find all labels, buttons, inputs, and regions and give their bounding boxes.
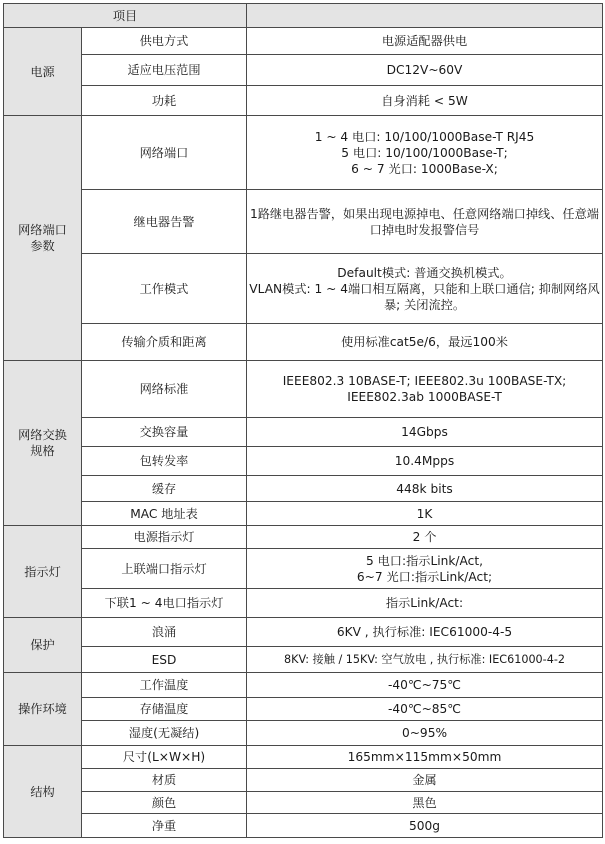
table-row	[4, 526, 603, 549]
table-row	[4, 589, 603, 618]
category-ports	[4, 116, 82, 361]
table-row	[4, 324, 603, 361]
category-line: 网络端口	[18, 223, 67, 237]
table-row	[4, 418, 603, 447]
row-label: 净重	[82, 814, 247, 838]
table-row	[4, 769, 603, 792]
category-line: 网络交换	[18, 428, 67, 442]
category-switching	[4, 361, 82, 526]
table-row	[4, 549, 603, 589]
row-value: 电源适配器供电	[247, 28, 603, 55]
table-row	[4, 254, 603, 324]
value-line: 6 ~ 7 光口: 1000Base-X;	[351, 161, 498, 176]
table-row	[4, 698, 603, 721]
row-label: 尺寸(L×W×H)	[82, 746, 247, 769]
table-row	[4, 361, 603, 418]
row-value: 6KV , 执行标准: IEC61000-4-5	[247, 618, 603, 647]
spec-table	[3, 3, 603, 838]
row-value: 14Gbps	[247, 418, 603, 447]
value-line: VLAN模式: 1 ~ 4端口相互隔离，只能和上联口通信; 抑制网络风暴; 关闭流控。	[249, 281, 600, 312]
row-value: DC12V~60V	[247, 55, 603, 86]
category-line: 规格	[30, 444, 55, 458]
table-row	[4, 673, 603, 698]
category-line: 参数	[30, 239, 55, 253]
table-row	[4, 55, 603, 86]
header-item-label: 项目	[4, 4, 247, 28]
row-value	[247, 190, 603, 254]
row-value: 8KV: 接触 / 15KV: 空气放电 , 执行标准: IEC61000-4-2	[247, 647, 603, 673]
row-label: 上联端口指示灯	[82, 549, 247, 589]
value-line: IEEE802.3ab 1000BASE-T	[347, 390, 502, 404]
row-label: 下联1 ~ 4电口指示灯	[82, 589, 247, 618]
row-value: -40℃~75℃	[247, 673, 603, 698]
row-label: 网络标准	[82, 361, 247, 418]
table-row	[4, 86, 603, 116]
row-label: 工作模式	[82, 254, 247, 324]
row-value: 500g	[247, 814, 603, 838]
row-label: MAC 地址表	[82, 502, 247, 526]
value-line: 6~7 光口:指示Link/Act;	[356, 569, 493, 584]
table-row	[4, 792, 603, 814]
row-label: 适应电压范围	[82, 55, 247, 86]
category-environment: 操作环境	[4, 673, 82, 746]
row-label: 交换容量	[82, 418, 247, 447]
category-protection: 保护	[4, 618, 82, 673]
category-power: 电源	[4, 28, 82, 116]
table-row	[4, 647, 603, 673]
row-label: 包转发率	[82, 447, 247, 476]
category-indicators: 指示灯	[4, 526, 82, 618]
row-label: 继电器告警	[82, 190, 247, 254]
row-value: 2 个	[247, 526, 603, 549]
row-value: 448k bits	[247, 476, 603, 502]
value-line: Default模式: 普通交换机模式。	[337, 265, 512, 280]
row-label: 传输介质和距离	[82, 324, 247, 361]
row-label: ESD	[82, 647, 247, 673]
row-label: 工作温度	[82, 673, 247, 698]
row-label: 湿度(无凝结)	[82, 721, 247, 746]
row-value: 0~95%	[247, 721, 603, 746]
table-row	[4, 618, 603, 647]
value-line: 5 电口: 10/100/1000Base-T;	[341, 145, 508, 160]
row-value: 使用标准cat5e/6，最远100米	[247, 324, 603, 361]
table-row	[4, 447, 603, 476]
row-value	[247, 116, 603, 190]
row-value: 1K	[247, 502, 603, 526]
header-row	[4, 4, 603, 28]
table-row	[4, 746, 603, 769]
row-label: 存储温度	[82, 698, 247, 721]
table-row	[4, 28, 603, 55]
value-line: IEEE802.3 10BASE-T; IEEE802.3u 100BASE-TX;	[282, 374, 567, 388]
table-row	[4, 116, 603, 190]
row-value	[247, 254, 603, 324]
row-label: 缓存	[82, 476, 247, 502]
table-row	[4, 476, 603, 502]
value-text: 1路继电器告警，如果出现电源掉电、任意网络端口掉线、任意端口掉电时发报警信号	[249, 206, 599, 237]
row-value: 黑色	[247, 792, 603, 814]
value-line: 5 电口:指示Link/Act,	[365, 553, 484, 568]
row-value: 金属	[247, 769, 603, 792]
table-row	[4, 190, 603, 254]
category-structure: 结构	[4, 746, 82, 838]
row-value: 指示Link/Act:	[247, 589, 603, 618]
row-label: 颜色	[82, 792, 247, 814]
row-value: 10.4Mpps	[247, 447, 603, 476]
table-row	[4, 814, 603, 838]
row-label: 电源指示灯	[82, 526, 247, 549]
value-line: 1 ~ 4 电口: 10/100/1000Base-T RJ45	[314, 129, 535, 144]
row-label: 功耗	[82, 86, 247, 116]
header-value-label	[247, 4, 603, 28]
row-label: 材质	[82, 769, 247, 792]
row-value	[247, 361, 603, 418]
row-value	[247, 549, 603, 589]
row-value: -40℃~85℃	[247, 698, 603, 721]
row-label: 供电方式	[82, 28, 247, 55]
row-label: 浪涌	[82, 618, 247, 647]
table-row	[4, 502, 603, 526]
row-value: 165mm×115mm×50mm	[247, 746, 603, 769]
row-value: 自身消耗 < 5W	[247, 86, 603, 116]
table-row	[4, 721, 603, 746]
row-label: 网络端口	[82, 116, 247, 190]
